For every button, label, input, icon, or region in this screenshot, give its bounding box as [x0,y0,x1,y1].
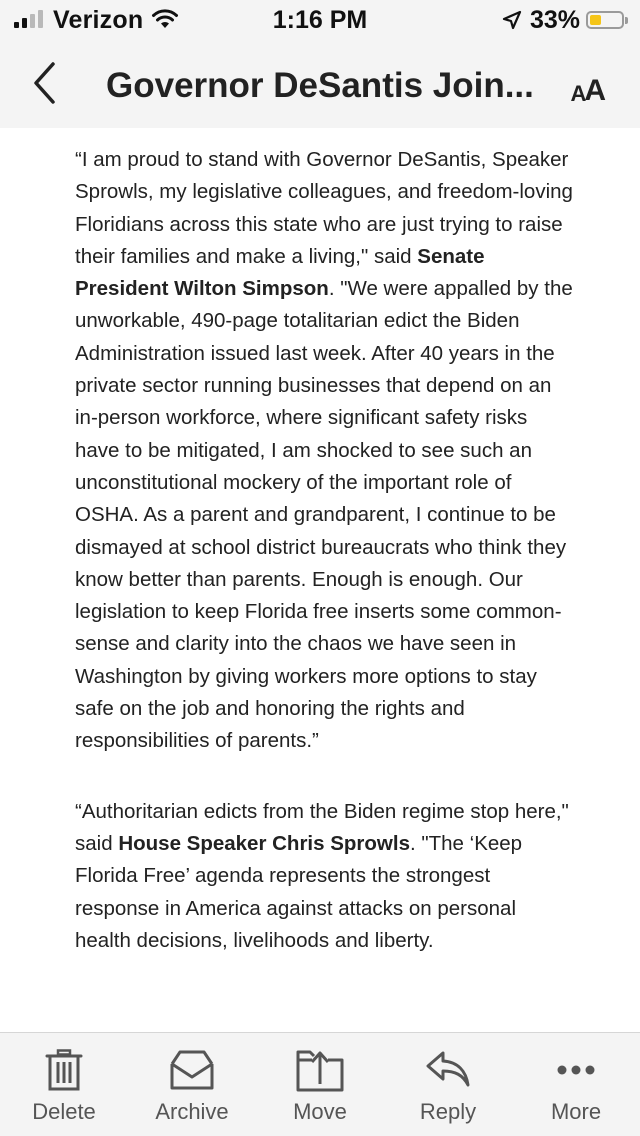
location-arrow-icon [502,10,522,30]
reply-button[interactable] [388,1047,508,1131]
carrier-name: Verizon [53,6,144,34]
delete-label: Delete [32,1099,96,1124]
delete-button[interactable] [4,1047,124,1131]
message-body[interactable] [0,128,640,1032]
status-time: 1:16 PM [272,6,368,34]
paragraph-text: “I am proud to stand with Governor DeSantis, Speaker Sprowls, my legislative colleagues, and freedom-loving Floridians across this state who are just trying to raise their families and make a living," said [75,148,573,268]
status-bar [0,0,640,40]
trash-icon [45,1049,83,1091]
text-size-large-a: A [584,74,606,107]
nav-bar [0,40,640,128]
text-size-small-a: A [570,81,587,106]
move-button[interactable] [260,1047,380,1131]
more-label: More [550,1099,602,1124]
more-dots-icon [556,1064,596,1076]
speaker-name: House Speaker Chris Sprowls [118,831,410,855]
archive-box-icon [170,1050,214,1090]
archive-label: Archive [155,1099,229,1124]
status-right [502,6,628,34]
more-button[interactable] [516,1047,636,1131]
reply-arrow-icon [425,1051,471,1089]
bottom-toolbar [0,1032,640,1136]
battery-icon [586,11,624,29]
battery-tip [625,17,628,24]
article-text [75,144,575,957]
move-folder-icon [296,1048,344,1092]
reply-label: Reply [419,1099,477,1124]
move-label: Move [293,1099,347,1124]
paragraph-simpson-quote [75,144,575,758]
speaker-name: Senate President Wilton Simpson [75,244,485,301]
battery-level [590,15,601,25]
message-title: Governor DeSantis Join... [106,66,534,105]
battery-percent: 33% [529,5,580,34]
chevron-left-icon [31,61,57,105]
paragraph-sprowls-quote [75,796,575,957]
paragraph-text: . "The ‘Keep Florida Free’ agenda represents the strongest response in America against attacks on personal health decisions, livelihoods and liberty. [75,831,523,952]
archive-button[interactable] [132,1047,252,1131]
paragraph-text: “Authoritarian edicts from the Biden regime stop here," said [75,799,569,855]
text-size-button[interactable] [570,66,606,106]
back-button[interactable] [24,58,64,108]
paragraph-text: . "We were appalled by the unworkable, 490-page totalitarian edict the Biden Administration issued last week. After 40 years in the private sector running businesses that depend on an in-person workforce, where significant safety risks have to be mitigated, I am shocked to see such an unconstitutional mockery of the important role of OSHA. As a parent and grandparent, I continue to be dismayed at school district bureaucrats who think they know better than parents. Enough is enough. Our legislation to keep Florida free inserts some common-sense and clarity into the chaos we have seen in Washington by giving workers more options to stay safe on the job and honoring the rights and responsibilities of parents.” [75,277,573,753]
